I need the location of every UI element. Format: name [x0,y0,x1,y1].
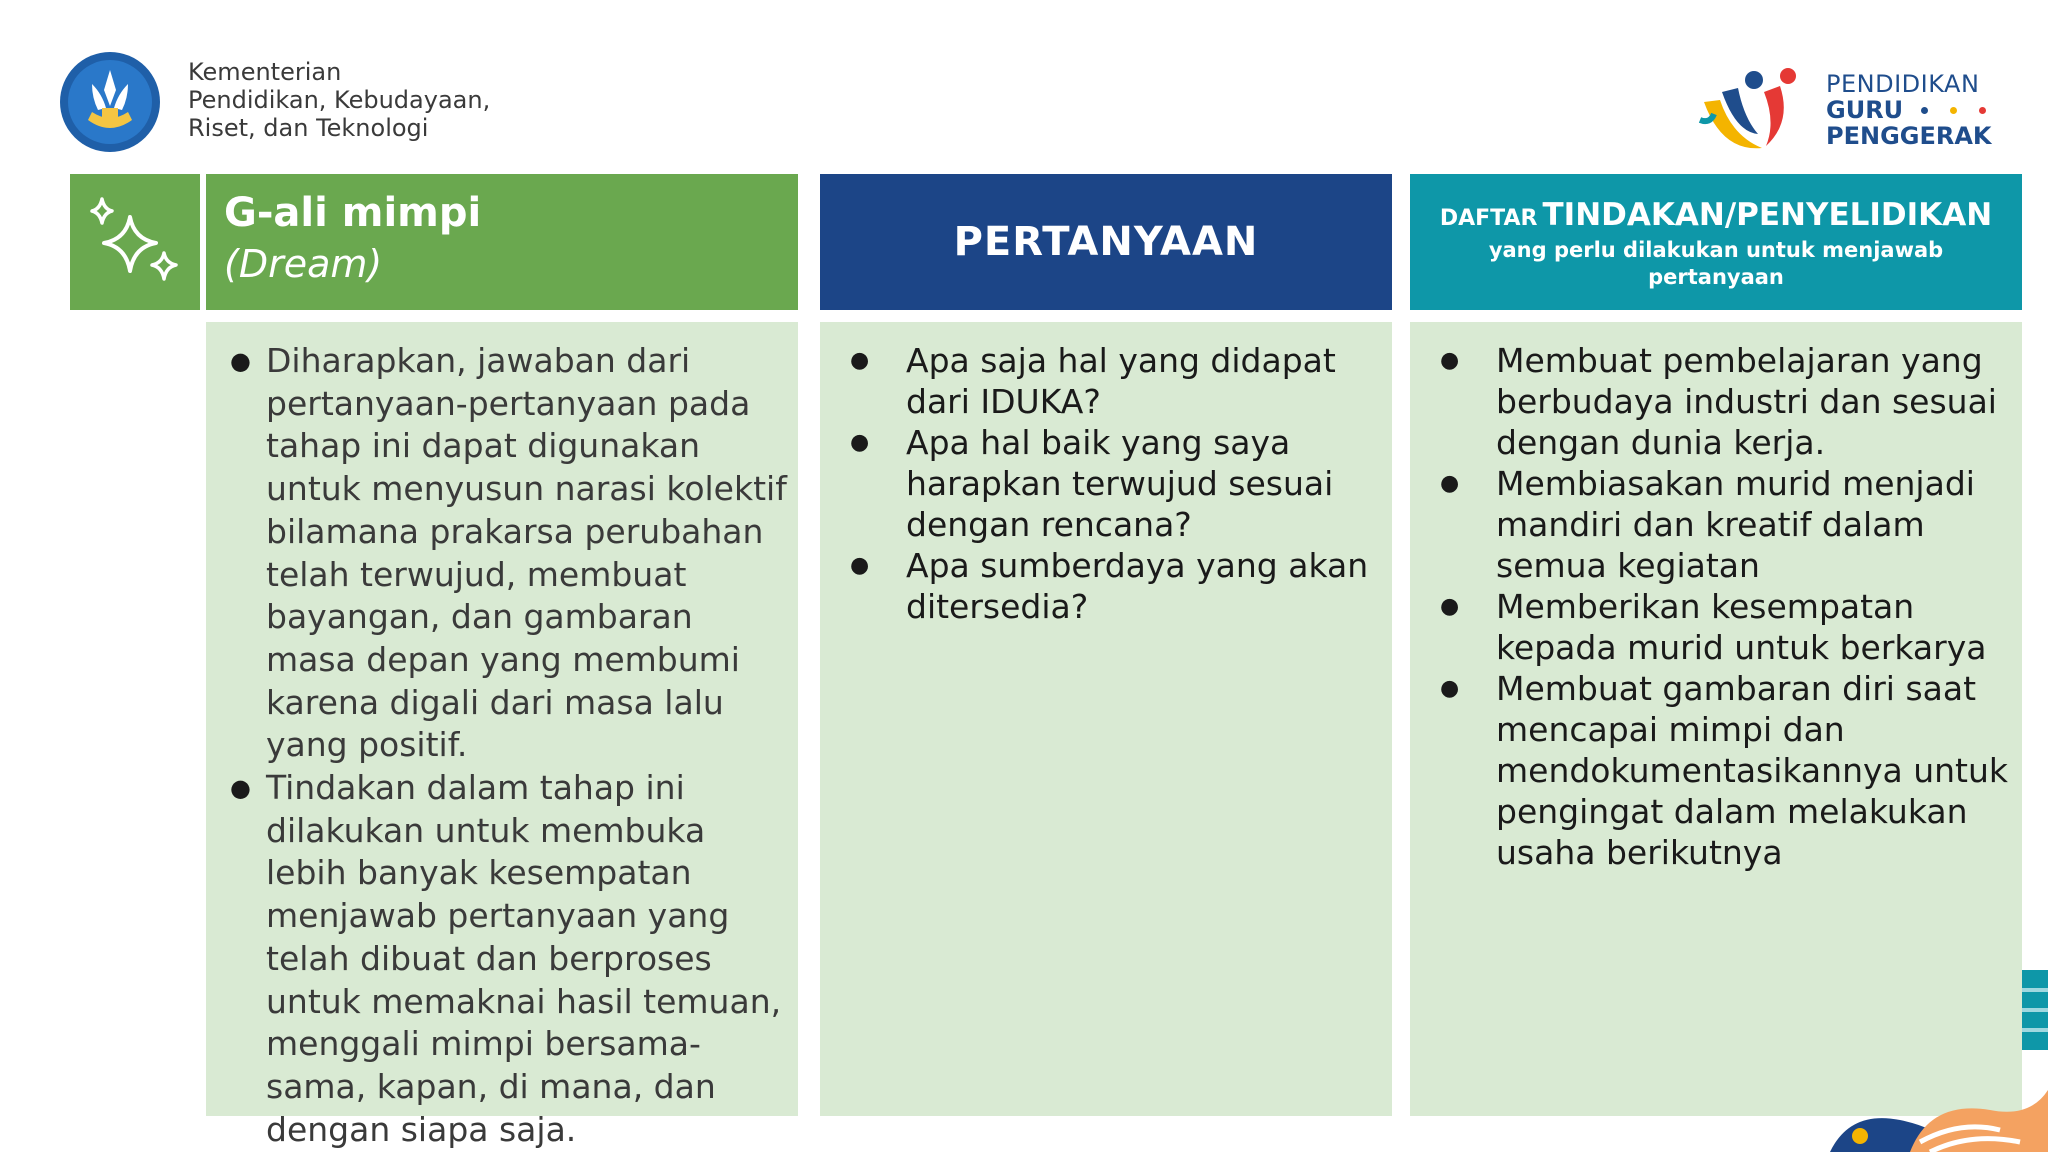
actions-title-row [1410,198,2022,237]
sparkle-icon [80,187,190,297]
ministry-branding [58,50,490,154]
list-item: ● Membuat gambaran diri saat mencapai mimpi dan mendokumentasikannya untuk pengingat dalam melakukan usaha berikutnya [1436,668,2012,873]
ministry-name [188,58,490,142]
program-dots [1921,107,1986,114]
actions-title-main: TINDAKAN/PENYELIDIKAN [1542,197,1993,233]
questions-header [820,174,1392,310]
list-item: ● Diharapkan, jawaban dari pertanyaan-pertanyaan pada tahap ini dapat digunakan untuk menyusun narasi kolektif bilamana prakarsa perubahan telah terwujud, membuat bayangan, dan gambaran masa depan yang membumi karena digali dari masa lalu yang positif. [230,340,788,767]
dot-red [1979,107,1986,114]
dream-title: G-ali mimpi [224,190,482,236]
list-item: ● Apa saja hal yang didapat dari IDUKA? [846,340,1378,422]
list-item: ● Tindakan dalam tahap ini dilakukan untuk membuka lebih banyak kesempatan menjawab pertanyaan yang telah dibuat dan berproses untuk memaknai hasil temuan, menggali mimpi bersama-sama, kapan, di mana, dan dengan siapa saja. [230,767,788,1151]
guru-penggerak-logo-icon [1692,62,1814,158]
actions-list [1436,340,2012,873]
dream-list [230,340,788,1151]
list-item: ● Apa sumberdaya yang akan ditersedia? [846,545,1378,627]
program-branding [1692,62,1992,158]
dot-blue [1921,107,1928,114]
list-item: ● Memberikan kesempatan kepada murid untuk berkarya [1436,586,2012,668]
dot-yellow [1950,107,1957,114]
actions-header [1410,174,2022,310]
questions-title: PERTANYAAN [953,219,1259,265]
dream-panel [206,322,798,1149]
dream-icon-header [70,174,200,310]
ministry-line-2: Pendidikan, Kebudayaan, [188,86,491,114]
program-line-2-row [1826,97,1992,123]
program-line-2: GURU [1826,96,1904,124]
list-item: ● Apa hal baik yang saya harapkan terwujud sesuai dengan rencana? [846,422,1378,545]
dream-header [206,174,798,310]
decorative-pattern-icon [1790,970,2048,1152]
program-line-1: PENDIDIKAN [1826,70,1980,98]
dream-subtitle: (Dream) [224,242,383,286]
program-name [1826,71,1992,149]
ministry-line-3: Riset, dan Teknologi [188,114,429,142]
list-item: ● Membiasakan murid menjadi mandiri dan kreatif dalam semua kegiatan [1436,463,2012,586]
questions-list [846,340,1378,627]
questions-panel [820,322,1392,1116]
tut-wuri-handayani-logo-icon [58,50,162,154]
actions-subtitle: yang perlu dilakukan untuk menjawab pertanyaan [1488,238,1944,289]
ministry-line-1: Kementerian [188,58,342,86]
list-item: ● Membuat pembelajaran yang berbudaya industri dan sesuai dengan dunia kerja. [1436,340,2012,463]
actions-title-prefix: DAFTAR [1439,206,1538,231]
program-line-3: PENGGERAK [1826,122,1992,150]
